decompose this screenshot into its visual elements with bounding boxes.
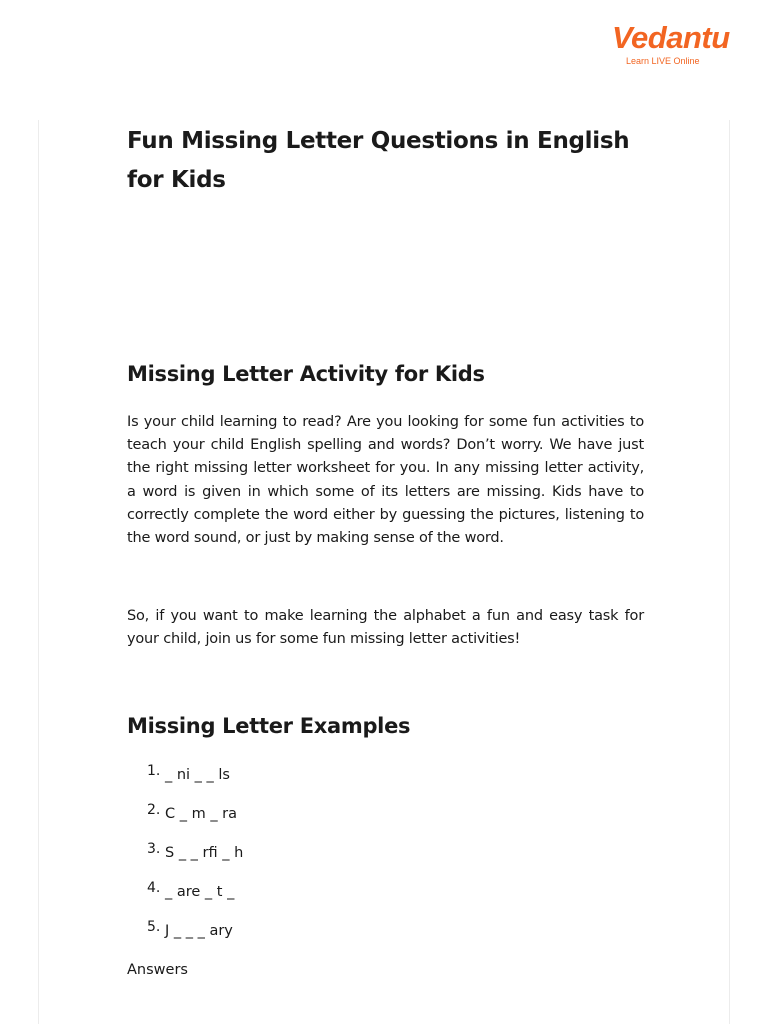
list-item-text: _ ni _ _ ls	[165, 767, 230, 783]
list-item-number: 1.	[147, 763, 161, 779]
list-item-text: C _ m _ ra	[165, 806, 238, 822]
content-card	[38, 120, 730, 1024]
vedantu-logo	[612, 20, 730, 72]
list-item	[127, 841, 527, 880]
answers-label: Answers	[127, 962, 188, 978]
logo-tagline: Learn LIVE Online	[626, 56, 700, 66]
intro-paragraph: Is your child learning to read? Are you looking for some fun activities to teach your child English spelling and words? Don’t worry. We have just the right missing letter worksheet for you. In any missing letter activity, a word is given in which some of its letters are missing. Kids have to correctly complete the word either by guessing the pictures, listening to the word sound, or just by making sense of the word.	[127, 414, 644, 547]
list-item	[127, 763, 527, 802]
examples-list	[127, 763, 527, 958]
section-heading-examples: Missing Letter Examples	[127, 714, 411, 738]
invite-paragraph: So, if you want to make learning the alphabet a fun and easy task for your child, join us for some fun missing letter activities!	[127, 608, 644, 648]
list-item-text: S _ _ rfi _ h	[165, 845, 244, 861]
list-item-text: _ are _ t _	[165, 884, 235, 900]
list-item	[127, 802, 527, 841]
list-item-number: 4.	[147, 880, 161, 896]
list-item	[127, 919, 527, 958]
list-item-number: 2.	[147, 802, 161, 818]
logo-wordmark: Vedantu	[612, 20, 730, 55]
list-item-number: 3.	[147, 841, 161, 857]
list-item-number: 5.	[147, 919, 161, 935]
list-item-text: J _ _ _ ary	[165, 923, 233, 939]
page-title: Fun Missing Letter Questions in English for Kids	[127, 128, 630, 193]
section-heading-activity: Missing Letter Activity for Kids	[127, 362, 485, 386]
list-item	[127, 880, 527, 919]
